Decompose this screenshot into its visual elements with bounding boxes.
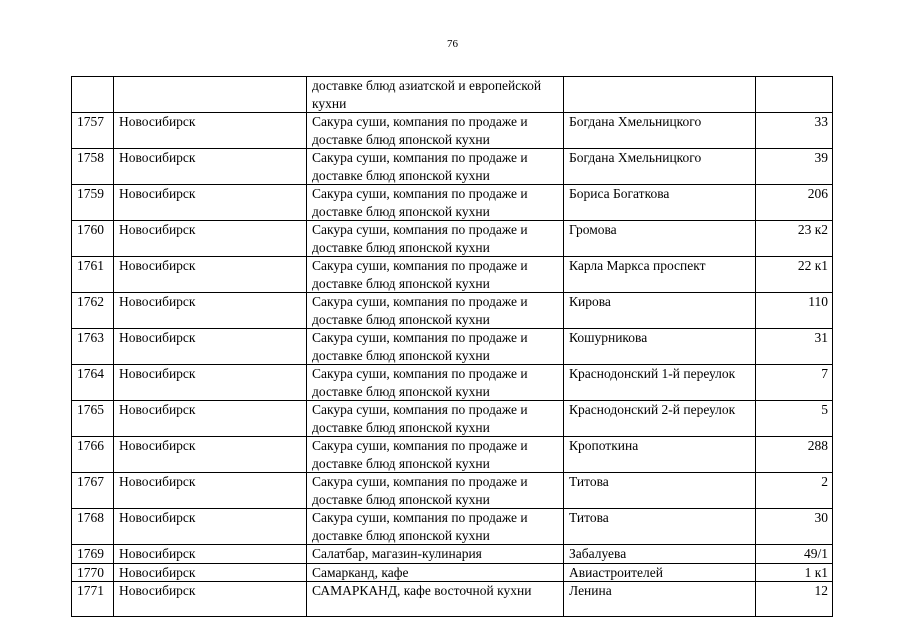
cell-organization: Сакура суши, компания по продаже и доставке блюд японской кухни — [307, 293, 564, 329]
cell-street: Краснодонский 1-й переулок — [564, 365, 756, 401]
cell-house: 23 к2 — [756, 221, 833, 257]
table-body — [72, 77, 833, 617]
cell-house: 30 — [756, 509, 833, 545]
table-row — [72, 77, 833, 113]
cell-organization: Сакура суши, компания по продаже и доставке блюд японской кухни — [307, 365, 564, 401]
cell-street: Бориса Богаткова — [564, 185, 756, 221]
cell-number: 1762 — [72, 293, 114, 329]
cell-organization: Сакура суши, компания по продаже и доставке блюд японской кухни — [307, 329, 564, 365]
cell-house: 39 — [756, 149, 833, 185]
cell-city — [114, 77, 307, 113]
cell-number: 1758 — [72, 149, 114, 185]
table-row — [72, 149, 833, 185]
cell-city: Новосибирск — [114, 473, 307, 509]
cell-city: Новосибирск — [114, 221, 307, 257]
cell-city: Новосибирск — [114, 185, 307, 221]
cell-number: 1763 — [72, 329, 114, 365]
page-number: 76 — [447, 38, 458, 50]
table-row — [72, 293, 833, 329]
cell-number: 1769 — [72, 545, 114, 564]
cell-number: 1764 — [72, 365, 114, 401]
cell-house — [756, 77, 833, 113]
cell-number: 1757 — [72, 113, 114, 149]
cell-street: Богдана Хмельницкого — [564, 149, 756, 185]
cell-house: 288 — [756, 437, 833, 473]
cell-house: 5 — [756, 401, 833, 437]
cell-house: 12 — [756, 582, 833, 617]
table-row — [72, 257, 833, 293]
cell-street: Титова — [564, 473, 756, 509]
cell-city: Новосибирск — [114, 257, 307, 293]
cell-organization: доставке блюд азиатской и европейской кухни — [307, 77, 564, 113]
table-row — [72, 509, 833, 545]
cell-street: Авиастроителей — [564, 563, 756, 582]
table-row — [72, 185, 833, 221]
cell-street — [564, 77, 756, 113]
cell-organization: Сакура суши, компания по продаже и доставке блюд японской кухни — [307, 221, 564, 257]
cell-house: 31 — [756, 329, 833, 365]
cell-house: 2 — [756, 473, 833, 509]
cell-organization: Салатбар, магазин-кулинария — [307, 545, 564, 564]
table-row — [72, 545, 833, 564]
cell-organization: Сакура суши, компания по продаже и доставке блюд японской кухни — [307, 401, 564, 437]
registry-table — [71, 76, 833, 617]
cell-organization: Сакура суши, компания по продаже и доставке блюд японской кухни — [307, 185, 564, 221]
cell-number: 1771 — [72, 582, 114, 617]
cell-organization: Сакура суши, компания по продаже и доставке блюд японской кухни — [307, 437, 564, 473]
cell-city: Новосибирск — [114, 509, 307, 545]
table-row — [72, 563, 833, 582]
cell-city: Новосибирск — [114, 545, 307, 564]
cell-street: Кирова — [564, 293, 756, 329]
table-row — [72, 473, 833, 509]
cell-house: 33 — [756, 113, 833, 149]
cell-city: Новосибирск — [114, 365, 307, 401]
cell-number: 1770 — [72, 563, 114, 582]
table-row — [72, 221, 833, 257]
cell-city: Новосибирск — [114, 329, 307, 365]
cell-organization: Сакура суши, компания по продаже и доставке блюд японской кухни — [307, 473, 564, 509]
table-row — [72, 401, 833, 437]
cell-street: Богдана Хмельницкого — [564, 113, 756, 149]
cell-city: Новосибирск — [114, 401, 307, 437]
cell-city: Новосибирск — [114, 113, 307, 149]
table-row — [72, 113, 833, 149]
cell-city: Новосибирск — [114, 563, 307, 582]
cell-house: 7 — [756, 365, 833, 401]
cell-organization: Сакура суши, компания по продаже и доставке блюд японской кухни — [307, 113, 564, 149]
cell-street: Карла Маркса проспект — [564, 257, 756, 293]
cell-number: 1766 — [72, 437, 114, 473]
cell-number: 1760 — [72, 221, 114, 257]
cell-house: 110 — [756, 293, 833, 329]
cell-city: Новосибирск — [114, 437, 307, 473]
cell-number: 1759 — [72, 185, 114, 221]
cell-street: Ленина — [564, 582, 756, 617]
cell-organization: Сакура суши, компания по продаже и доставке блюд японской кухни — [307, 257, 564, 293]
cell-number: 1761 — [72, 257, 114, 293]
cell-city: Новосибирск — [114, 149, 307, 185]
cell-number: 1768 — [72, 509, 114, 545]
cell-number — [72, 77, 114, 113]
table-row — [72, 582, 833, 617]
cell-street: Забалуева — [564, 545, 756, 564]
cell-street: Кошурникова — [564, 329, 756, 365]
table-row — [72, 437, 833, 473]
cell-organization: Самарканд, кафе — [307, 563, 564, 582]
cell-house: 49/1 — [756, 545, 833, 564]
cell-house: 1 к1 — [756, 563, 833, 582]
cell-organization: Сакура суши, компания по продаже и доставке блюд японской кухни — [307, 149, 564, 185]
cell-number: 1765 — [72, 401, 114, 437]
cell-house: 22 к1 — [756, 257, 833, 293]
table-row — [72, 329, 833, 365]
cell-house: 206 — [756, 185, 833, 221]
cell-organization: САМАРКАНД, кафе восточной кухни — [307, 582, 564, 617]
cell-street: Титова — [564, 509, 756, 545]
cell-organization: Сакура суши, компания по продаже и доставке блюд японской кухни — [307, 509, 564, 545]
cell-street: Кропоткина — [564, 437, 756, 473]
cell-street: Громова — [564, 221, 756, 257]
table-row — [72, 365, 833, 401]
cell-number: 1767 — [72, 473, 114, 509]
cell-city: Новосибирск — [114, 582, 307, 617]
cell-street: Краснодонский 2-й переулок — [564, 401, 756, 437]
cell-city: Новосибирск — [114, 293, 307, 329]
